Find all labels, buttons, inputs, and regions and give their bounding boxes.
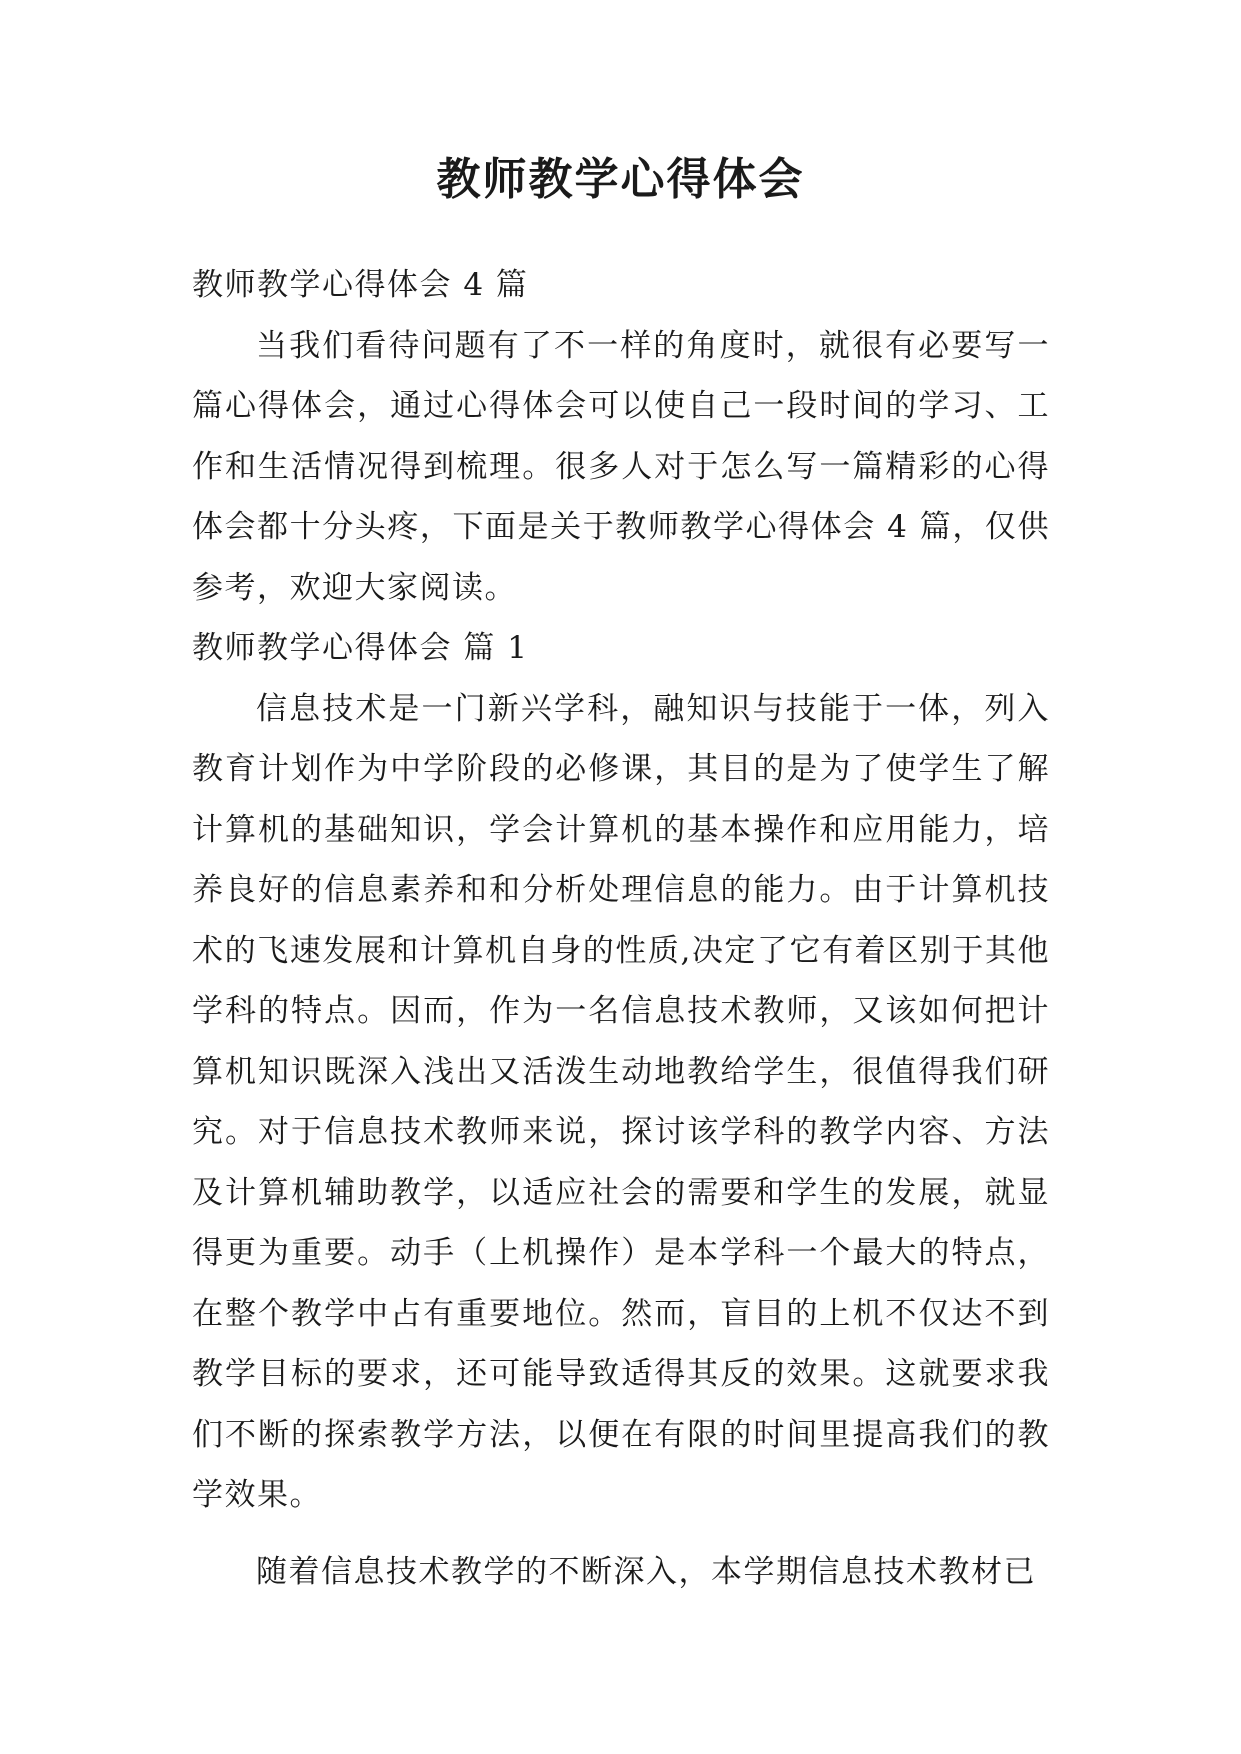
document-body xyxy=(192,255,1050,1602)
intro-paragraph: 当我们看待问题有了不一样的角度时，就很有必要写一篇心得体会，通过心得体会可以使自己一段时间的学习、工作和生活情况得到梳理。很多人对于怎么写一篇精彩的心得体会都十分头疼，下面是关于教师教学心得体会 4 篇，仅供参考，欢迎大家阅读。 xyxy=(192,327,1050,606)
paragraph-gap xyxy=(192,1526,1050,1542)
section-paragraph: 随着信息技术教学的不断深入，本学期信息技术教材已 xyxy=(256,1553,1036,1590)
document-title: 教师教学心得体会 xyxy=(436,154,805,205)
section-heading: 教师教学心得体会 篇 1 xyxy=(192,630,529,666)
section-paragraph: 信息技术是一门新兴学科，融知识与技能于一体，列入教育计划作为中学阶段的必修课，其目的是为了使学生了解计算机的基础知识，学会计算机的基本操作和应用能力，培养良好的信息素养和和分析处理信息的能力。由于计算机技术的飞速发展和计算机自身的性质,决定了它有着区别于其他学科的特点。因而，作为一名信息技术教师，又该如何把计算机知识既深入浅出又活泼生动地教给学生，很值得我们研究。对于信息技术教师来说，探讨该学科的教学内容、方法及计算机辅助教学，以适应社会的需要和学生的发展，就显得更为重要。动手（上机操作）是本学科一个最大的特点，在整个教学中占有重要地位。然而，盲目的上机不仅达不到教学目标的要求，还可能导致适得其反的效果。这就要求我们不断的探索教学方法，以便在有限的时间里提高我们的教学效果。 xyxy=(192,690,1050,1513)
document-subtitle: 教师教学心得体会 4 篇 xyxy=(192,267,529,303)
